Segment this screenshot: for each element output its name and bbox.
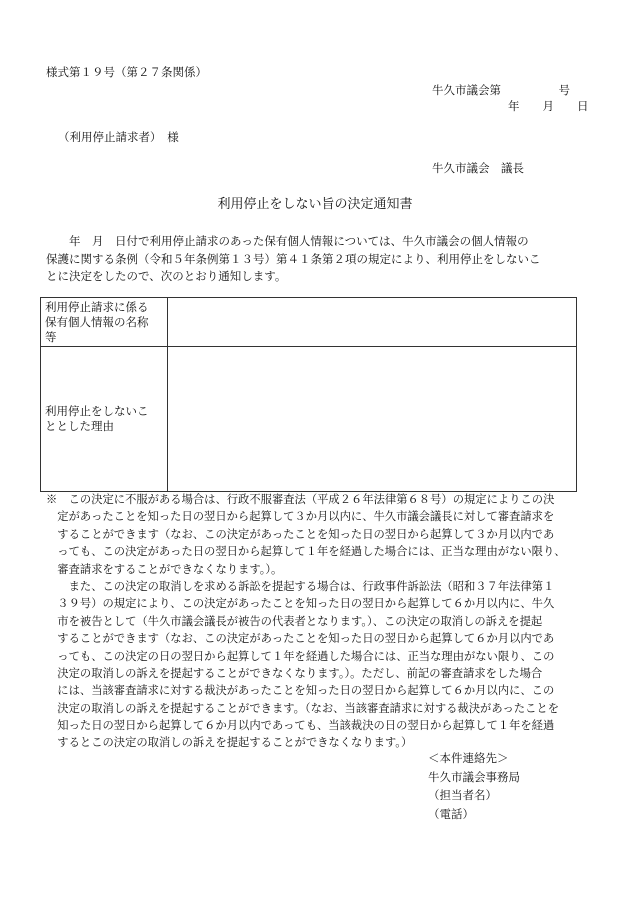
intro-line: 年 月 日付で利用停止請求のあった保有個人情報については、牛久市議会の個人情報の <box>46 234 529 248</box>
label-line: 等 <box>45 329 57 344</box>
intro-paragraph <box>46 233 586 286</box>
note-line: 定があったことを知った日の翌日から起算して３か月以内に、牛久市議会議長に対して審査請求を <box>46 510 555 524</box>
form-number: 様式第１９号（第２７条関係） <box>46 65 207 79</box>
note-line: には、当該審査請求に対する裁決があったことを知った日の翌日から起算して６か月以内に、この <box>46 684 555 698</box>
note-line: することができます（なお、この決定があったことを知った日の翌日から起算して３か月以内であ <box>46 527 555 541</box>
issuer-line: 牛久市議会 議長 <box>432 161 524 175</box>
contact-person: （担当者名） <box>428 788 497 802</box>
note-line: 知った日の翌日から起算して６か月以内であっても、当該裁決の日の翌日から起算して１年を経過 <box>46 719 555 733</box>
note-line: 決定の取消しの訴えを提起することができます。（なお、当該審査請求に対する裁決があったことを <box>46 701 559 715</box>
contact-office: 牛久市議会事務局 <box>428 769 520 784</box>
note-line: することができます（なお、この決定があったことを知った日の翌日から起算して６か月以内であ <box>46 632 555 646</box>
note-line: 市を被告として（牛久市議会議長が被告の代表者となります。）、この決定の取消しの訴えを提起 <box>46 614 543 628</box>
label-line: 利用停止請求に係る <box>45 299 149 314</box>
table-label-info-name <box>41 298 168 347</box>
note-line: っても、この決定の日の翌日から起算して１年を経過した場合には、正当な理由がない限り、この <box>46 649 555 663</box>
contact-phone: （電話） <box>428 806 474 821</box>
note-line: 決定の取消しの訴えを提起することができなくなります。）。ただし、前記の審査請求をした場合 <box>46 666 543 680</box>
note-line: また、この決定の取消しを求める訴訟を提起する場合は、行政事件訴訟法（昭和３７年法律第１ <box>46 579 555 593</box>
intro-line: とに決定をしたので、次のとおり通知します。 <box>46 269 287 283</box>
note-line: 審査請求をすることができなくなります。）。 <box>46 562 283 576</box>
note-line: するとこの決定の取消しの訴えを提起することができなくなります。） <box>46 736 413 750</box>
table-row <box>41 347 577 492</box>
table-value-info-name <box>168 298 577 347</box>
document-date: 年 月 日 <box>508 99 589 113</box>
note-line: ３９号）の規定により、この決定があったことを知った日の翌日から起算して６か月以内に、牛久 <box>46 597 555 611</box>
appeal-notes <box>46 491 591 752</box>
document-number: 牛久市議会第 号 <box>432 83 570 97</box>
document-title: 利用停止をしない旨の決定通知書 <box>217 197 413 212</box>
label-line: 保有個人情報の名称 <box>45 314 149 329</box>
label-line: ととした理由 <box>45 419 114 433</box>
label-line: 利用停止をしないこ <box>45 404 149 418</box>
table-value-reason <box>168 347 577 492</box>
note-line: っても、この決定があった日の翌日から起算して１年を経過した場合には、正当な理由がない限り、 <box>46 545 566 559</box>
recipient-line: （利用停止請求者） 様 <box>58 130 179 144</box>
contact-block <box>428 749 520 823</box>
intro-line: 保護に関する条例（令和５年条例第１３号）第４１条第２項の規定により、利用停止をしないこ <box>46 251 541 266</box>
table-label-reason <box>41 347 168 492</box>
info-table <box>40 297 577 492</box>
table-row <box>41 298 577 347</box>
note-line: ※ この決定に不服がある場合は、行政不服審査法（平成２６年法律第６８号）の規定によりこの決 <box>46 493 555 506</box>
contact-heading: ＜本件連絡先＞ <box>428 751 509 765</box>
